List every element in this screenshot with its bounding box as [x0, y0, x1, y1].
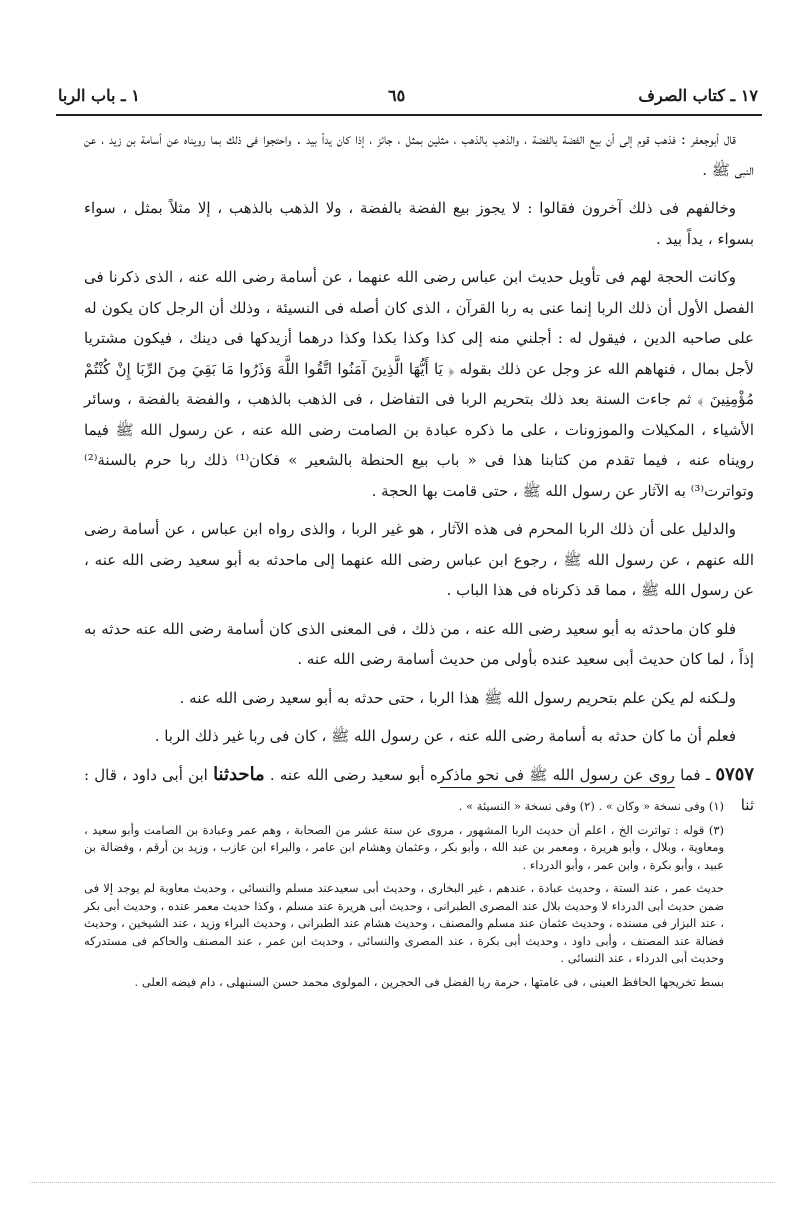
- footnote: بسط تخريجها الحافظ العينى ، فى عامتها ، حرمة ربا الفضل فى الحجرين ، المولوى محمد حسن السنبهلى ، دام فيضه العلى .: [134, 974, 724, 989]
- paragraph: فعلم أن ما كان حدثه به أسامة رضى الله عنه ، عن رسول الله ﷺ ، كان فى ربا غير ذلك الربا .: [154, 727, 736, 745]
- section-title: ١ ـ باب الربا: [58, 86, 140, 105]
- scan-edge-dots: [30, 1182, 775, 1183]
- paragraph: فلو كان ماحدثه به أبو سعيد رضى الله عنه ، من ذلك ، فى المعنى الذى كان أسامة رضى الله عنه حدثه به إذاً ، لما كان حديث أبى سعيد عنده بأولى من حديث أسامة رضى الله عنه .: [84, 619, 754, 668]
- paragraph: وكانت الحجة لهم فى تأويل حديث ابن عباس رضى الله عنهما ، عن أسامة رضى الله عنه ، الذى ذكرنا فى الفصل الأول أن ذلك الربا إنما عنى به ربا القرآن ، الذى كان أصله فى النسيئة ، وذلك أن الرجل كان يكون له على صاحبه الدين ، فيقول له : أجلني منه إلى كذا وكذا بكذا وكذا درهما أزيدكها فى دينك ، فيكون مشتريا لأجل بمال ، فنهاهم الله عز وجل عن ذلك بقوله ﴿ يَا أَيُّهَا الَّذِينَ آمَنُوا اتَّقُوا اللَّهَ وَذَرُوا مَا بَقِيَ مِنَ الرِّبَا إِنْ كُنْتُمْ مُؤْمِنِينَ ﴾ ثم جاءت السنة بعد ذلك بتحريم الربا فى التفاضل ، فى الذهب بالذهب ، والفضة بالفضة ، وسائر الأشياء ، المكيلات والموزونات ، على ما ذكره عبادة بن الصامت رضى الله عنه ، عن رسول الله ﷺ فيما رويناه عنه ، فيما تقدم من كتابنا هذا فى « باب بيع الحنطة بالشعير » فكان⁽¹⁾ ذلك ربا حرم بالسنة⁽²⁾ وتواترت⁽³⁾ به الآثار عن رسول الله ﷺ ، حتى قامت بها الحجة .: [84, 268, 755, 500]
- running-header: [58, 86, 758, 112]
- footnote: (٣) قوله : تواترت الخ ، اعلم أن حديث الربا المشهور ، مروى عن ستة عشر من الصحابة ، وهم عمر وعبادة بن الصامت وأبو سعيد ، ومعاوية ، وبلال ، وأبو هريرة ، ومعمر بن عبد الله ، وأبو بكر ، وعثمان وهشام ابن عامر ، والبراء ابن عازب ، وزيد بن أرقم ، وفضالة بن عبيد ، وأبو بكرة ، وابن عمر ، وأبو الدرداء .: [84, 822, 725, 872]
- hadith-number: ٥٧٥٧: [715, 763, 754, 785]
- haddathana-word: ماحدثنا: [213, 763, 265, 785]
- footnote-rule: [440, 787, 675, 788]
- footnote: (١) وفى نسخة « وكان » . (٢) وفى نسخة « النسيئة » .: [458, 799, 724, 813]
- page-number: ٦٥: [388, 86, 406, 105]
- footnotes: [84, 798, 724, 997]
- paragraph: والدليل على أن ذلك الربا المحرم فى هذه الآثار ، هو غير الربا ، والذى رواه ابن عباس ، عن أسامة رضى الله عنهم ، عن رسول الله ﷺ ، رجوع ابن عباس رضى الله عنهما إلى ماحدثه به أبو سعيد رضى الله عنه ، عن رسول الله ﷺ ، مما قد ذكرناه فى هذا الباب .: [84, 520, 754, 599]
- hadith-text: ـ فما روى عن رسول الله ﷺ فى نحو ماذكره أبو سعيد رضى الله عنه .: [269, 765, 711, 784]
- paragraph: قال أبوجعفر : فذهب قوم إلى أن بيع الفضة بالفضة ، والذهب بالذهب ، مثلين بمثل ، جائز ، إذا كان يداً بيد . واحتجوا فى ذلك بما رويناه عن أسامة بن زيد ، عن النبى ﷺ .: [84, 130, 754, 179]
- chapter-title: ١٧ ـ كتاب الصرف: [638, 86, 758, 105]
- hadith-tail: ابن أبى داود ، قال : ثنا: [84, 765, 754, 814]
- paragraph: ولـكنه لم يكن علم بتحريم رسول الله ﷺ هذا الربا ، حتى حدثه به أبو سعيد رضى الله عنه .: [179, 688, 736, 707]
- footnote: حديث عمر ، عند الستة ، وحديث عبادة ، عندهم ، غير البخارى ، وحديث أبى سعيدعند مسلم والنسائى ، وحديث معاوية لم يوجد إلا فى ضمن حديث أبى الدرداء لا وحديث بلال عند المصرى الطبرانى ، وحديث أبى هريرة عند مسلم ، وكذا حديث معمر عنده ، وحديث أبى بكر ، عند البزار فى مسنده ، وحديث عثمان عند مسلم والمصنف ، وحديث هشام عند الطبرانى ، وحديث البراء وزيد ، عند الشيخين ، وحديث فضالة عند المصنف ، وأبى داود ، وحديث أبى بكرة ، عند المصرى والنسائى ، وحديث ابن عمر ، عند المصنف والحاكم فى مستدركه وحديث أبى الدرداء ، عند النسائى .: [84, 881, 724, 965]
- paragraph: وخالفهم فى ذلك آخرون فقالوا : لا يجوز بيع الفضة بالفضة ، ولا الذهب بالذهب ، إلا مثلاً بمثل ، سواء بسواء ، يداً بيد .: [84, 199, 754, 248]
- header-rule: [56, 114, 762, 116]
- main-text: [84, 124, 754, 829]
